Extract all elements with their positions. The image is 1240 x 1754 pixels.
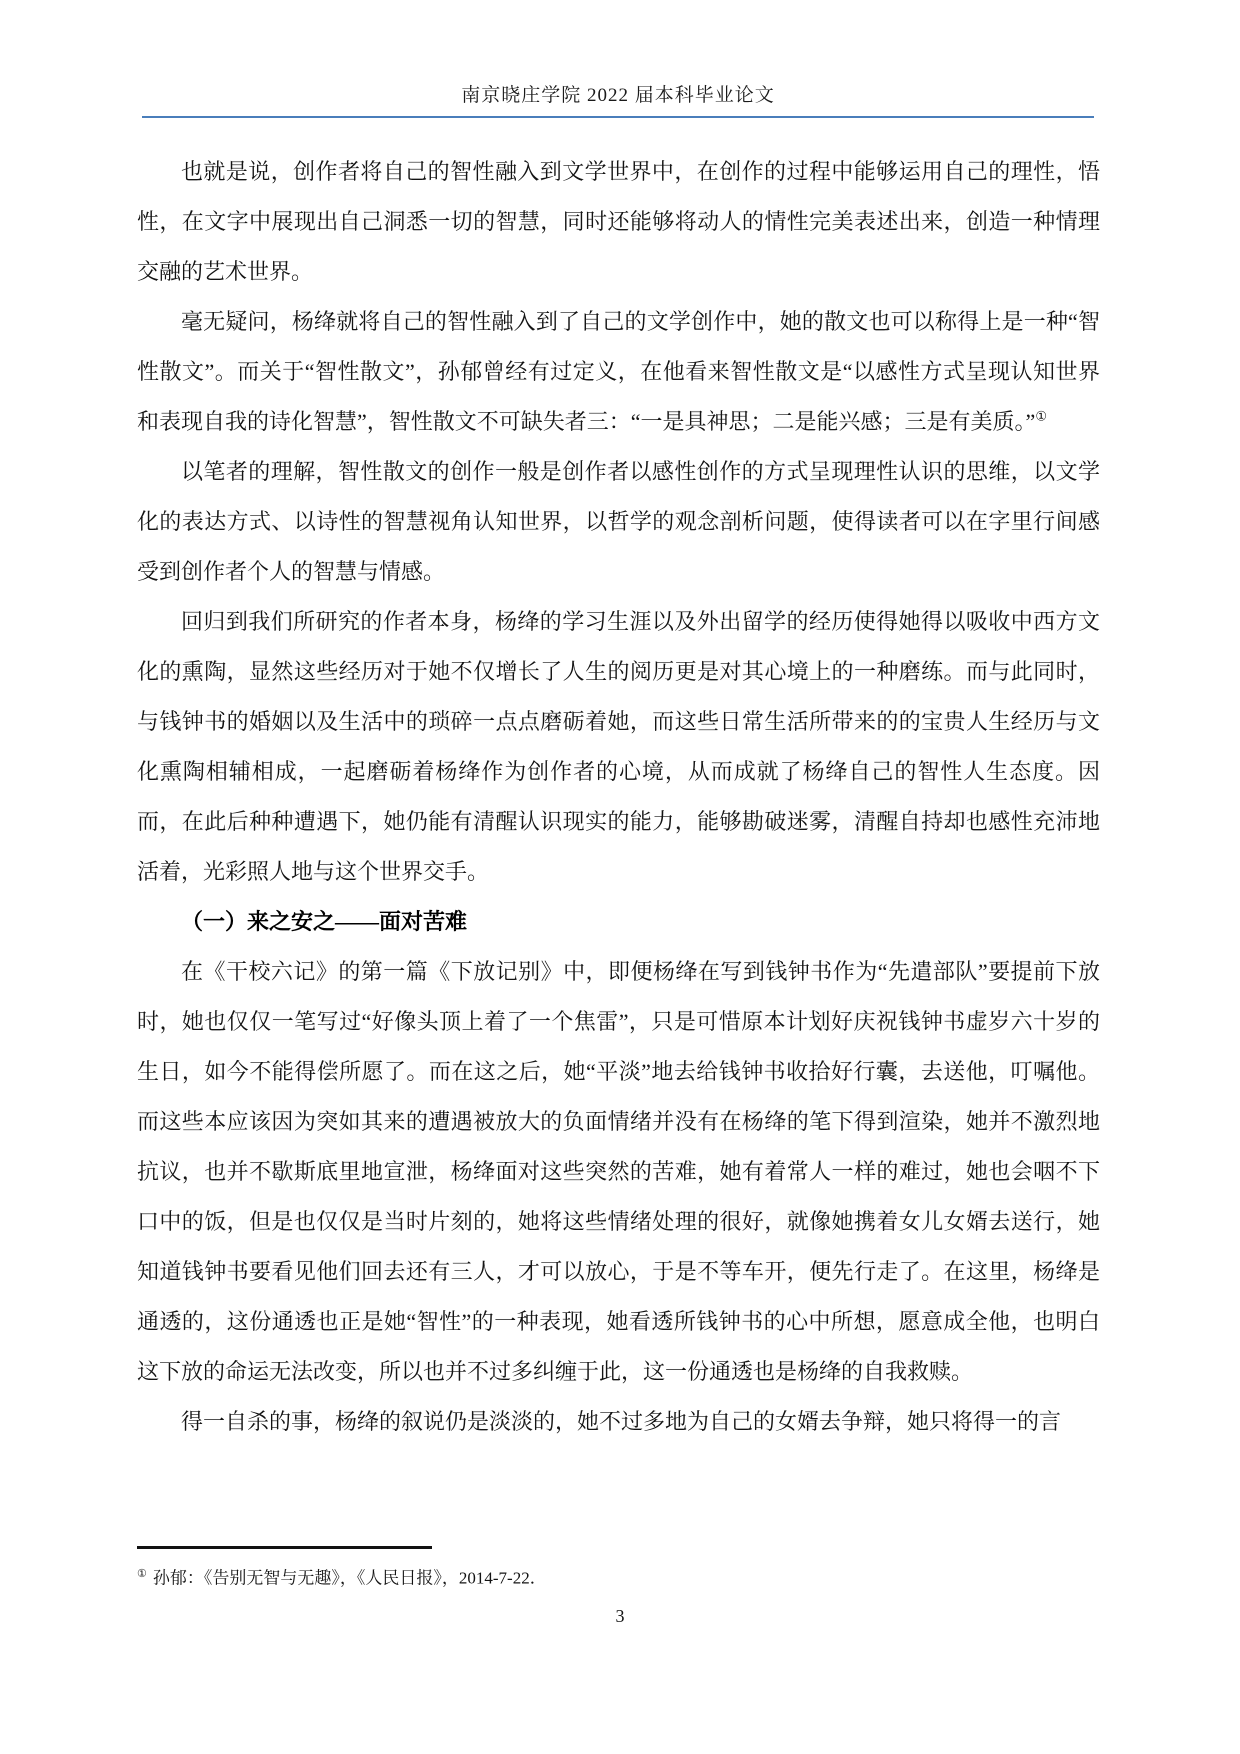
header-title: 南京晓庄学院 2022 届本科毕业论文: [461, 85, 775, 106]
body-paragraph: 也就是说，创作者将自己的智性融入到文学世界中，在创作的过程中能够运用自己的理性，悟性，在文字中展现出自己洞悉一切的智慧，同时还能够将动人的情性完美表述出来，创造一种情理交融的艺术世界。: [137, 159, 1100, 284]
page-number: 3: [615, 1606, 625, 1626]
body-paragraph: 毫无疑问，杨绛就将自己的智性融入到了自己的文学创作中，她的散文也可以称得上是一种“智性散文”。而关于“智性散文”，孙郁曾经有过定义，在他看来智性散文是“以感性方式呈现认知世界和表现自我的诗化智慧”，智性散文不可缺失者三：“一是具神思；二是能兴感；三是有美质。”①: [137, 309, 1100, 434]
footnote-area: [137, 1546, 1100, 1592]
footnote-marker: ①: [137, 1568, 147, 1580]
header-rule: [142, 116, 1094, 118]
footnote-text: 孙郁：《告别无智与无趣》，《人民日报》，2014-7-22．: [152, 1568, 547, 1588]
body-paragraph: 以笔者的理解，智性散文的创作一般是创作者以感性创作的方式呈现理性认识的思维，以文学化的表达方式、以诗性的智慧视角认知世界，以哲学的观念剖析问题，使得读者可以在字里行间感受到创作者个人的智慧与情感。: [137, 459, 1100, 584]
footnote-separator: [137, 1546, 432, 1549]
section-heading: （一）来之安之——面对苦难: [181, 909, 468, 934]
body-paragraph: 在《干校六记》的第一篇《下放记别》中，即便杨绛在写到钱钟书作为“先遣部队”要提前下放时，她也仅仅一笔写过“好像头顶上着了一个焦雷”，只是可惜原本计划好庆祝钱钟书虚岁六十岁的生日，如今不能得偿所愿了。而在这之后，她“平淡”地去给钱钟书收拾好行囊，去送他，叮嘱他。而这些本应该因为突如其来的遭遇被放大的负面情绪并没有在杨绛的笔下得到渲染，她并不激烈地抗议，也并不歇斯底里地宣泄，杨绛面对这些突然的苦难，她有着常人一样的难过，她也会咽不下口中的饭，但是也仅仅是当时片刻的，她将这些情绪处理的很好，就像她携着女儿女婿去送行，她知道钱钟书要看见他们回去还有三人，才可以放心，于是不等车开，便先行走了。在这里，杨绛是通透的，这份通透也正是她“智性”的一种表现，她看透所钱钟书的心中所想，愿意成全他，也明白这下放的命运无法改变，所以也并不过多纠缠于此，这一份通透也是杨绛的自我救赎。: [137, 959, 1100, 1384]
footnote: [137, 1561, 1100, 1592]
document-body: [137, 147, 1100, 1447]
body-paragraph: 得一自杀的事，杨绛的叙说仍是淡淡的，她不过多地为自己的女婿去争辩，她只将得一的言: [181, 1409, 1062, 1434]
footnote-reference: ①: [1035, 408, 1047, 424]
page-header: [142, 0, 1094, 118]
body-paragraph: 回归到我们所研究的作者本身，杨绛的学习生涯以及外出留学的经历使得她得以吸收中西方文化的熏陶，显然这些经历对于她不仅增长了人生的阅历更是对其心境上的一种磨练。而与此同时，与钱钟书的婚姻以及生活中的琐碎一点点磨砺着她，而这些日常生活所带来的的宝贵人生经历与文化熏陶相辅相成，一起磨砺着杨绛作为创作者的心境，从而成就了杨绛自己的智性人生态度。因而，在此后种种遭遇下，她仍能有清醒认识现实的能力，能够勘破迷雾，清醒自持却也感性充沛地活着，光彩照人地与这个世界交手。: [137, 609, 1100, 884]
